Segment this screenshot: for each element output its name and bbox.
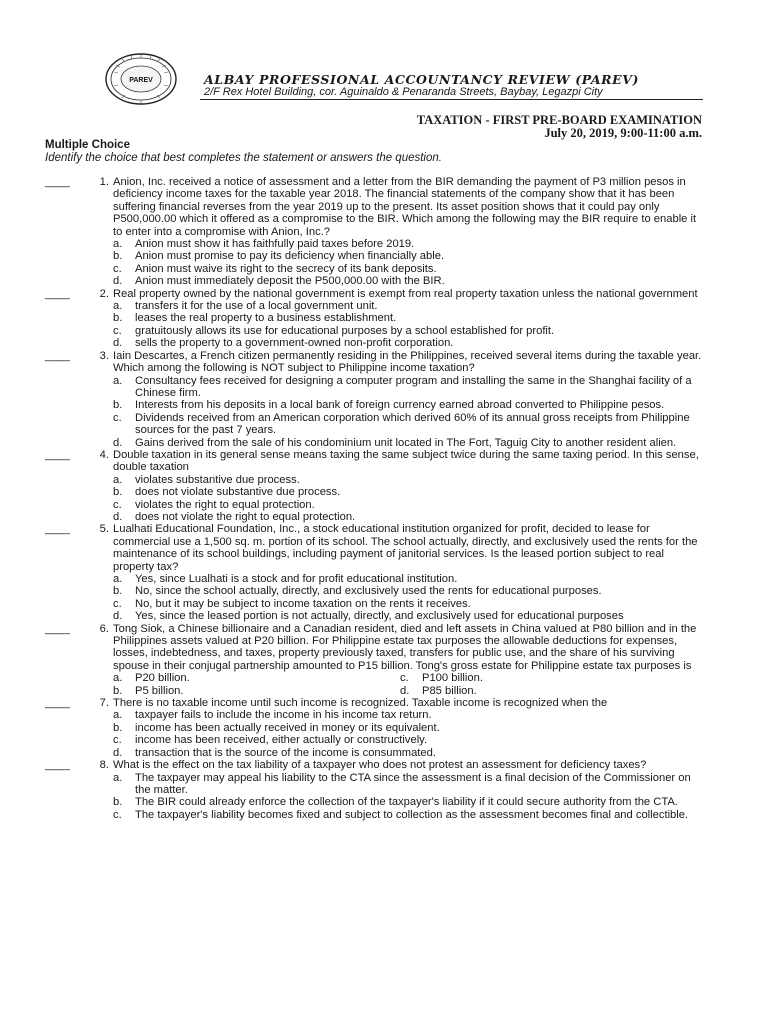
option-letter: c. [113,808,122,821]
option-letter: c. [113,324,122,337]
exam-title: TAXATION - FIRST PRE-BOARD EXAMINATION [416,113,702,127]
option-text: The BIR could already enforce the collection of the taxpayer's liability if it could secure authority from the CTA. [135,796,678,809]
answer-option [113,734,705,746]
answer-option [113,610,705,622]
option-text: does not violate substantive due process. [135,486,341,499]
question-item [45,697,705,759]
question-item [45,623,705,697]
option-letter: c. [400,672,409,685]
question-item [45,288,705,350]
question-item [45,176,705,288]
option-letter: c. [113,498,122,511]
answer-option [113,722,705,734]
option-letter: d. [400,684,410,697]
option-text: P20 billion. [135,672,190,685]
option-letter: b. [113,399,123,412]
question-number: 7. [99,697,109,710]
answer-option [400,672,687,684]
answer-blank[interactable]: ____ [45,349,70,362]
option-letter: b. [113,585,123,598]
question-item [45,350,705,449]
header-divider [200,99,703,100]
option-text: P5 billion. [135,684,184,697]
option-text: transaction that is the source of the income is consummated. [135,746,436,759]
answer-blank[interactable]: ____ [45,523,70,536]
option-text: gratuitously allows its use for educational purposes by a school established for profit. [135,324,555,337]
option-row [113,685,705,697]
option-text: Interests from his deposits in a local bank of foreign currency earned abroad converted to Philippine pesos. [135,399,665,412]
option-letter: d. [113,746,123,759]
option-text: Consultancy fees received for designing a computer program and installing the same in the Shanghai facility of a Chinese firm. [135,374,692,399]
question-list [45,176,705,821]
answer-option [113,796,705,808]
exam-date: July 20, 2019, 9:00-11:00 a.m. [544,126,702,140]
option-text: does not violate the right to equal protection. [135,510,356,523]
question-stem: Lualhati Educational Foundation, Inc., a stock educational institution organized for profit, decided to lease for commercial use a 1,500 sq. m. portion of its school. The school actually, directly, and exclusively used the rents for the maintenance of its school buildings, including payment of janitorial services. Is the leased portion subject to real property tax? [113,523,698,573]
answer-option [113,499,705,511]
option-text: taxpayer fails to include the income in his income tax return. [135,709,432,722]
answer-option [113,325,705,337]
option-text: No, but it may be subject to income taxation on the rents it receives. [135,597,471,610]
option-letter: a. [113,300,123,313]
option-text: leases the real property to a business establishment. [135,312,397,325]
answer-option [113,474,705,486]
answer-blank[interactable]: ____ [45,622,70,635]
question-number: 6. [99,622,109,635]
option-letter: d. [113,337,123,350]
organization-name: ALBAY PROFESSIONAL ACCOUNTANCY REVIEW (PAREV) [204,72,640,87]
option-text: Yes, since Lualhati is a stock and for profit educational institution. [135,573,458,585]
answer-option [113,300,705,312]
answer-option [113,412,705,437]
question-stem: Iain Descartes, a French citizen permanently residing in the Philippines, received several items during the taxable year. Which among the following is NOT subject to Philippine income taxation? [113,349,702,375]
option-text: Yes, since the leased portion is not actually, directly, and exclusively used for educational purposes [135,610,624,623]
option-letter: c. [113,411,122,424]
answer-option [113,747,705,759]
question-item [45,449,705,523]
option-text: income has been actually received in money or its equivalent. [135,721,440,734]
option-text: Anion must immediately deposit the P500,000.00 with the BIR. [135,275,445,288]
option-letter: c. [113,734,122,747]
answer-option [113,238,705,250]
option-text: Anion must show it has faithfully paid taxes before 2019. [135,238,415,251]
option-text: transfers it for the use of a local government unit. [135,300,378,313]
answer-option [113,337,705,349]
answer-option [113,598,705,610]
option-text: violates the right to equal protection. [135,498,315,511]
option-letter: a. [113,771,123,784]
option-text: Anion must promise to pay its deficiency when financially able. [135,250,445,263]
answer-blank[interactable]: ____ [45,448,70,461]
option-letter: b. [113,486,123,499]
option-letter: b. [113,312,123,325]
option-letter: d. [113,275,123,288]
section-instructions: Identify the choice that best completes the statement or answers the question. [45,152,442,164]
option-letter: a. [113,374,123,387]
question-number: 5. [99,523,109,536]
organization-address: 2/F Rex Hotel Building, cor. Aguinaldo & Penaranda Streets, Baybay, Legazpi City [204,86,603,98]
answer-blank[interactable]: ____ [45,759,70,772]
option-letter: c. [113,262,122,275]
option-text: Gains derived from the sale of his condominium unit located in The Fort, Taguig City to another resident alien. [135,436,677,449]
option-letter: a. [113,238,123,251]
option-text: Dividends received from an American corporation which derived 60% of its annual gross receipts from Philippine sources for the past 7 years. [135,411,690,437]
option-text: Anion must waive its right to the secrecy of its bank deposits. [135,262,437,275]
question-stem: Real property owned by the national government is exempt from real property taxation unless the national government [113,287,698,300]
answer-option [113,375,705,400]
option-text: sells the property to a government-owned non-profit corporation. [135,337,454,350]
option-letter: b. [113,721,123,734]
option-text: P100 billion. [422,672,483,685]
option-letter: b. [113,684,123,697]
answer-option [113,486,705,498]
answer-option [113,399,705,411]
option-letter: d. [113,510,123,523]
answer-option [113,437,705,449]
option-text: The taxpayer's liability becomes fixed and subject to collection as the assessment becomes final and collectible. [135,808,689,821]
question-stem: Tong Siok, a Chinese billionaire and a Canadian resident, died and left assets in China valued at P80 billion and in the Philippines assets valued at P20 billion. For Philippine estate tax purposes the allowable deductions for expenses, losses, indebtedness, and taxes, property previously taxed, transfers for public use, and the share of his surviving spouse in their conjugal partnership amounted to P15 billion. Tong's gross estate for Philippine estate tax purposes is [113,622,697,672]
answer-option [113,573,705,585]
question-number: 1. [99,176,109,188]
question-stem: What is the effect on the tax liability of a taxpayer who does not protest an assessment for deficiency taxes? [113,759,647,772]
answer-option [113,263,705,275]
option-letter: a. [113,573,123,585]
option-text: The taxpayer may appeal his liability to the CTA since the assessment is a final decision of the Commissioner on the matter. [135,771,691,796]
answer-option [113,275,705,287]
answer-option [113,250,705,262]
question-number: 8. [99,759,109,772]
option-letter: a. [113,672,123,685]
logo-text: PAREV [129,77,153,84]
question-item [45,759,705,821]
option-text: income has been received, either actually or constructively. [135,734,428,747]
question-stem: Anion, Inc. received a notice of assessment and a letter from the BIR demanding the payment of P3 million pesos in deficiency income taxes for the taxable year 2018. The financial statements of the company show that it has been suffering financial reverses from the year 2019 up to the present. Its asset position shows that it could pay only P500,000.00 which it offered as a compromise to the BIR. Which among the following may the BIR require to enable it to enter into a compromise with Anion, Inc.? [113,176,697,238]
answer-option [113,809,705,821]
option-letter: d. [113,610,123,623]
answer-blank[interactable]: ____ [45,287,70,300]
answer-option [113,685,400,697]
option-letter: b. [113,796,123,809]
option-text: violates substantive due process. [135,473,300,486]
parev-seal-logo [104,52,178,106]
answer-option [113,772,705,797]
answer-option [400,685,687,697]
option-row [113,672,705,684]
answer-option [113,511,705,523]
question-stem: There is no taxable income until such income is recognized. Taxable income is recognized when the [113,697,608,710]
answer-option [113,312,705,324]
option-text: No, since the school actually, directly, and exclusively used the rents for educational purposes. [135,585,602,598]
option-letter: d. [113,436,123,449]
option-letter: b. [113,250,123,263]
option-letter: c. [113,597,122,610]
option-text: P85 billion. [422,684,477,697]
answer-option [113,709,705,721]
answer-option [113,672,400,684]
option-letter: a. [113,473,123,486]
question-number: 2. [99,287,109,300]
answer-blank[interactable]: ____ [45,697,70,710]
answer-blank[interactable]: ____ [45,176,70,188]
question-number: 4. [99,448,109,461]
question-stem: Double taxation in its general sense means taxing the same subject twice during the same taxing period. In this sense, double taxation [113,448,699,474]
option-letter: a. [113,709,123,722]
question-item [45,523,705,622]
section-title: Multiple Choice [45,139,130,151]
question-number: 3. [99,349,109,362]
answer-option [113,585,705,597]
